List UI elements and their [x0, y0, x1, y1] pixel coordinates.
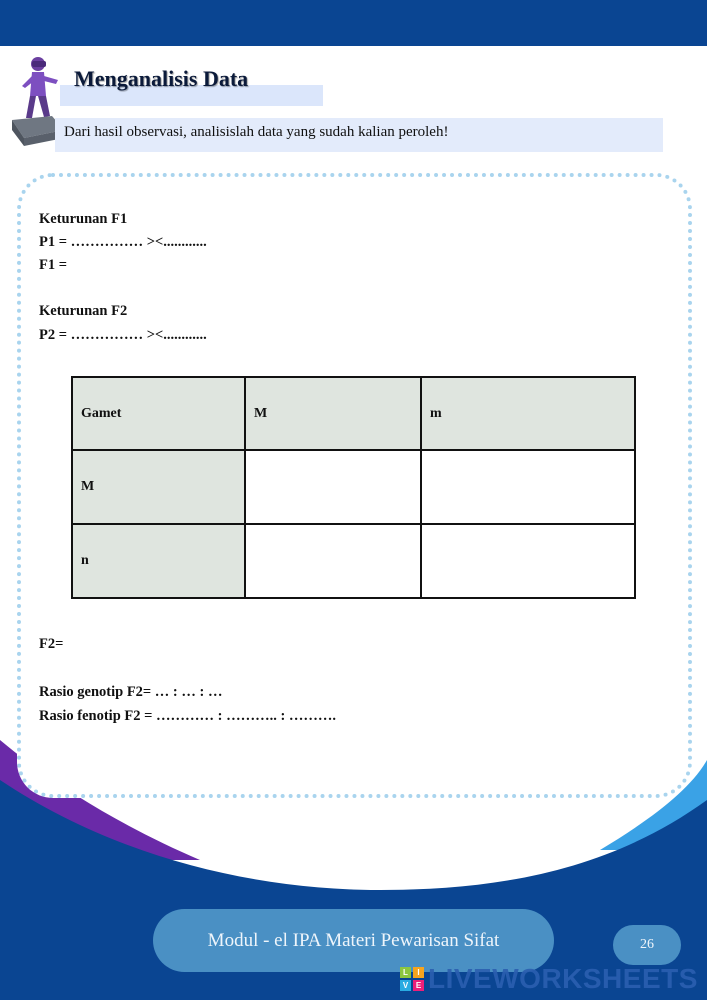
- page-number: 26: [640, 937, 654, 952]
- liveworksheets-logo-icon: L I V E: [400, 967, 424, 991]
- instruction-box: [55, 118, 663, 152]
- table-answer-cell[interactable]: [245, 524, 421, 598]
- table-row: [72, 377, 635, 450]
- page-title: Menganalisis Data: [74, 66, 249, 91]
- table-header-cell: m: [421, 377, 635, 450]
- f2-line: F2=: [39, 636, 64, 652]
- f2-heading: Keturunan F2: [39, 303, 128, 319]
- instruction-text: Dari hasil observasi, analisislah data yang sudah kalian peroleh!: [64, 124, 449, 140]
- table-header-cell: M: [245, 377, 421, 450]
- table-row: [72, 450, 635, 524]
- p1-cross-line: P1 = …………… ><............: [39, 234, 207, 250]
- table-row-label: n: [72, 524, 245, 598]
- page-number-badge: [613, 925, 681, 965]
- punnett-square-table: [71, 376, 636, 599]
- table-answer-cell[interactable]: [245, 450, 421, 524]
- table-header-cell: Gamet: [72, 377, 245, 450]
- liveworksheets-watermark: [400, 963, 698, 995]
- f1-heading: Keturunan F1: [39, 211, 128, 227]
- table-row-label: M: [72, 450, 245, 524]
- genotype-ratio-line: Rasio genotip F2= … : … : …: [39, 684, 223, 700]
- f1-line: F1 =: [39, 257, 67, 273]
- liveworksheets-brand: LIVEWORKSHEETS: [428, 963, 698, 994]
- module-title: Modul - el IPA Materi Pewarisan Sifat: [207, 929, 500, 951]
- table-answer-cell[interactable]: [421, 450, 635, 524]
- table-answer-cell[interactable]: [421, 524, 635, 598]
- phenotype-ratio-line: Rasio fenotip F2 = ………… : ……….. : ……….: [39, 708, 337, 724]
- table-row: [72, 524, 635, 598]
- p2-cross-line: P2 = …………… ><............: [39, 327, 207, 343]
